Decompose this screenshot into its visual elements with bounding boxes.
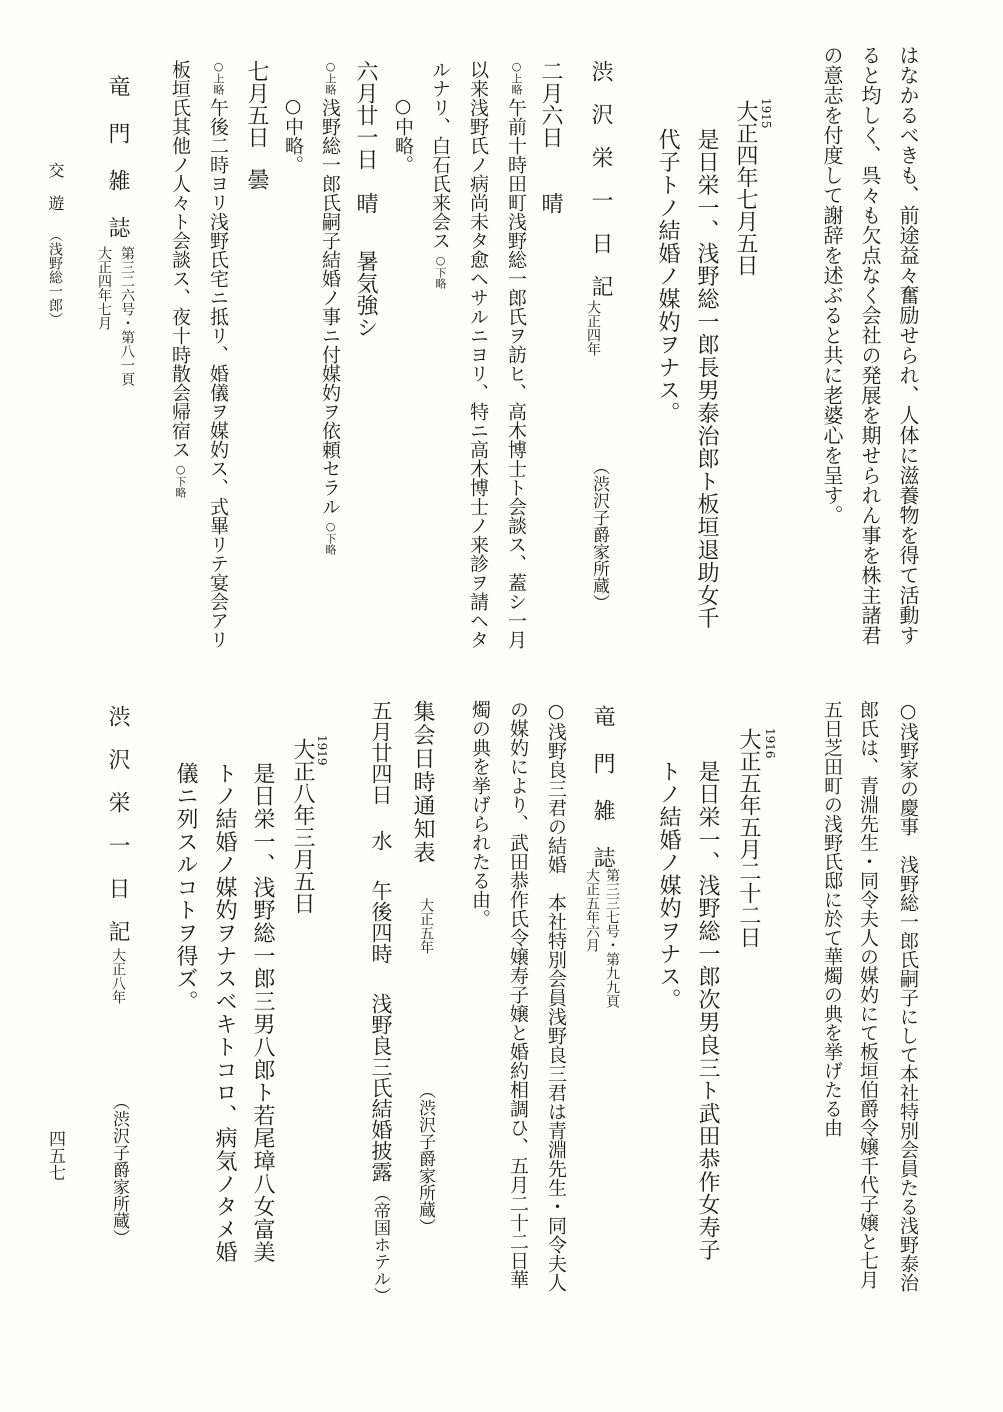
source-date: 大正五年六月 (584, 868, 600, 952)
article-heading: ○浅野良三君の結婚 (545, 700, 567, 874)
notice-event: 浅野良三氏結婚披露 (369, 993, 393, 1182)
western-year: 1919 (315, 735, 329, 766)
entry-line: 代子トノ結婚ノ媒妁ヲナス。 (655, 128, 680, 425)
source-title: 竜門雑誌 (105, 75, 130, 263)
diary-date: 二月六日 (538, 60, 563, 148)
source-date: 大正四年七月 (96, 246, 112, 330)
diary-text: 午後二時ヨリ浅野氏宅ニ抵リ、婚儀ヲ媒妁ス、式畢リテ宴会アリ (207, 98, 229, 649)
diary-remark: 暑気強シ (353, 250, 378, 338)
article-line: 五日芝田町の浅野氏邸に於て華燭の典を挙げたる由 (821, 700, 843, 1137)
running-header-section: 交遊 (46, 162, 65, 228)
running-header-person: （浅野総一郎） (47, 228, 63, 326)
diary-date: 七月五日 (244, 60, 269, 148)
source-holder: （渋沢子爵家所蔵） (415, 1082, 435, 1235)
source-title: 集会日時通知表 (410, 700, 435, 865)
omission-mark: ○下略 (324, 520, 337, 555)
diary-text: 浅野総一郎氏嗣子結婚ノ事ニ付媒妁ヲ依頼セラル (319, 98, 341, 516)
omission-line: ○中略。 (282, 95, 304, 174)
continuation-line: ると均しく、呉々も欠点なく会社の発展を期せられん事を株主諸君 (858, 45, 882, 645)
article-text: 浅野総一郎氏嗣子にして本社特別会員たる浅野泰治 (897, 855, 919, 1292)
source-holder: （渋沢子爵家所蔵） (109, 1093, 129, 1246)
entry-line: 是日栄一、浅野総一郎長男泰治郎ト板垣退助女千 (694, 128, 719, 630)
western-year: 1916 (763, 728, 777, 759)
source-issue: 第三三七号・第九九頁 (604, 868, 620, 1008)
entry-line: 是日栄一、浅野総一郎三男八郎ト若尾璋八女富美 (250, 762, 275, 1264)
notice-venue: （帝国ホテル） (370, 1185, 390, 1304)
article-line (898, 700, 917, 1292)
notice-weekday: 水 (369, 830, 393, 851)
source-year: 大正五年 (418, 898, 434, 954)
omission-mark: ○上略 (324, 60, 337, 95)
entry-line: トノ結婚ノ媒妁ヲナスベキトコロ、病気ノタメ婚 (212, 762, 237, 1264)
notice-time: 午後四時 (369, 880, 393, 964)
article-line (546, 700, 565, 1292)
diary-weather: 曇 (244, 168, 269, 190)
notice-date: 五月廿四日 (369, 700, 393, 805)
omission-mark: ○下略 (434, 254, 447, 289)
diary-text: 板垣氏其他ノ人々ト会談ス、夜十時散会帰宿ス (169, 60, 191, 459)
diary-weather: 晴 (353, 192, 378, 214)
omission-line: ○中略。 (392, 95, 414, 174)
source-holder: （渋沢子爵家所蔵） (589, 458, 609, 611)
continuation-line: はなかるべきも、前途益々奮励せられ、人体に滋養物を得て活動す (896, 45, 920, 645)
entry-date: 大正八年三月五日 (290, 738, 315, 914)
source-title: 渋沢栄一日記 (588, 60, 613, 318)
diary-line (208, 60, 227, 649)
diary-date: 六月廿一日 (353, 60, 378, 170)
diary-line (468, 60, 487, 649)
diary-line (170, 60, 189, 498)
omission-mark: ○上略 (510, 60, 523, 95)
source-title: 渋沢栄一日記 (105, 705, 130, 963)
diary-text: ルナリ、白石氏来会ス (429, 60, 451, 250)
diary-line (430, 60, 449, 289)
source-year: 大正四年 (585, 300, 601, 356)
diary-line (320, 60, 339, 555)
article-text: 本社特別会員浅野良三君は青淵先生・同令夫人 (545, 893, 567, 1292)
page-number: 四五七 (45, 1130, 65, 1181)
western-year: 1915 (759, 98, 773, 129)
entry-line: トノ結婚ノ媒妁ヲナス。 (656, 760, 681, 1011)
diary-line (506, 60, 525, 649)
article-line: 燭の典を挙げられたる由。 (469, 700, 491, 928)
source-year: 大正八年 (110, 948, 126, 1004)
diary-text: 以来浅野氏ノ病尚未タ愈ヘサルニヨリ、特ニ高木博士ノ来診ヲ請ヘタ (467, 60, 489, 649)
entry-date: 大正四年七月五日 (733, 100, 758, 276)
entry-line: 是日栄一、浅野総一郎次男良三ト武田恭作女寿子 (695, 760, 720, 1262)
article-heading: ○浅野家の慶事 (897, 700, 919, 836)
article-line: 郎氏は、青淵先生・同令夫人の媒妁にて板垣伯爵令嬢千代子嬢と七月 (857, 700, 879, 1289)
source-issue: 第三二六号・第八一頁 (119, 246, 135, 386)
continuation-line: の意志を付度して謝辞を述ぶると共に老婆心を呈す。 (820, 45, 844, 525)
omission-mark: ○上略 (212, 60, 225, 95)
source-title: 竜門雑誌 (590, 705, 615, 893)
diary-text: 午前十時田町浅野総一郎氏ヲ訪ヒ、高木博士ト会談ス、蓋シ一月 (505, 98, 527, 649)
entry-line: 儀ニ列スルコトヲ得ズ。 (173, 762, 198, 1013)
article-line: の媒妁により、武田恭作氏令嬢寿子嬢と婚約相調ひ、五月二十二日華 (507, 700, 529, 1289)
entry-date: 大正五年五月二十二日 (736, 728, 761, 948)
diary-weather: 晴 (538, 192, 563, 214)
omission-mark: ○下略 (174, 463, 187, 498)
